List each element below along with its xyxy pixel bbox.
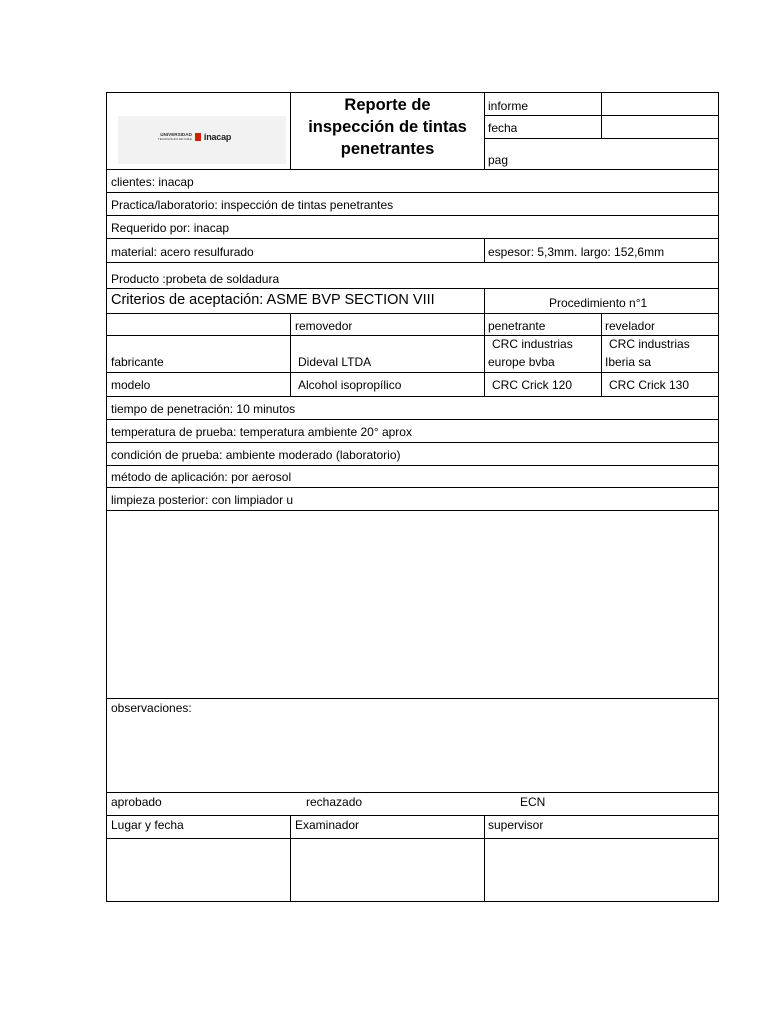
examinador-label: Examinador [295, 818, 360, 832]
fabricante-penetrante-line1: CRC industrias [492, 337, 573, 351]
form-border-bottom [106, 901, 719, 902]
column-rule [290, 313, 291, 397]
fecha-label: fecha [488, 121, 518, 135]
fabricante-penetrante-line2: europe bvba [488, 355, 555, 369]
clientes-field: clientes: inacap [111, 175, 194, 189]
row-rule [106, 698, 719, 699]
column-rule [484, 238, 485, 263]
column-rule [601, 313, 602, 397]
revelador-header: revelador [605, 319, 656, 333]
producto-field: Producto :probeta de soldadura [111, 272, 280, 286]
row-rule [106, 419, 719, 420]
row-rule [106, 313, 719, 314]
modelo-revelador: CRC Crick 130 [609, 378, 690, 392]
informe-label: informe [488, 99, 529, 113]
column-rule [484, 288, 485, 314]
penetrante-header: penetrante [488, 319, 546, 333]
condicion-field: condición de prueba: ambiente moderado (laboratorio) [111, 448, 401, 462]
row-rule [106, 288, 719, 289]
row-rule [106, 215, 719, 216]
rechazado-option: rechazado [306, 795, 363, 809]
criterios-field: Criterios de aceptación: ASME BVP SECTION VIII [111, 293, 435, 307]
espesor-field: espesor: 5,3mm. largo: 152,6mm [488, 245, 665, 259]
fabricante-revelador-line1: CRC industrias [609, 337, 690, 351]
row-rule [106, 487, 719, 488]
row-rule [106, 838, 719, 839]
limpieza-field: limpieza posterior: con limpiador u [111, 493, 294, 507]
informe-value[interactable] [602, 93, 718, 115]
row-rule [106, 169, 719, 170]
lugar-fecha-label: Lugar y fecha [111, 818, 184, 832]
inspection-report-form [106, 92, 719, 902]
modelo-penetrante: CRC Crick 120 [492, 378, 573, 392]
logo-brand-text: inacap [203, 132, 232, 142]
procedimiento-field: Procedimiento n°1 [549, 296, 648, 310]
practica-field: Practica/laboratorio: inspección de tintas penetrantes [111, 198, 394, 212]
tiempo-field: tiempo de penetración: 10 minutos [111, 402, 296, 416]
logo-university-text: UNIVERSIDAD TECNOLÓGICA DE CHILE [158, 132, 192, 141]
observaciones-label: observaciones: [111, 701, 192, 715]
column-rule [290, 815, 291, 902]
column-rule [484, 313, 485, 397]
row-rule [106, 396, 719, 397]
column-rule [484, 815, 485, 902]
modelo-removedor: Alcohol isopropílico [298, 378, 402, 392]
form-border-right [718, 92, 719, 902]
fabricante-removedor: Dideval LTDA [298, 355, 372, 369]
row-rule [106, 372, 719, 373]
row-rule [106, 262, 719, 263]
removedor-header: removedor [295, 319, 353, 333]
temperatura-field: temperatura de prueba: temperatura ambiente 20° aprox [111, 425, 412, 439]
fabricante-revelador-line2: Iberia sa [605, 355, 652, 369]
row-rule [106, 192, 719, 193]
fabricante-label: fabricante [111, 355, 164, 369]
requerido-field: Requerido por: inacap [111, 221, 230, 235]
supervisor-label: supervisor [488, 818, 544, 832]
row-rule [106, 465, 719, 466]
row-rule [106, 815, 719, 816]
aprobado-option: aprobado [111, 795, 162, 809]
row-rule [106, 792, 719, 793]
row-rule [106, 335, 719, 336]
form-border-left [106, 92, 107, 902]
fecha-value[interactable] [602, 116, 718, 138]
row-rule [106, 238, 719, 239]
inacap-logo [158, 132, 231, 142]
ecn-option: ECN [520, 795, 546, 809]
modelo-label: modelo [111, 378, 151, 392]
pag-label: pag [488, 153, 509, 167]
blank-area[interactable] [107, 511, 718, 698]
row-rule [106, 442, 719, 443]
metodo-field: método de aplicación: por aerosol [111, 470, 292, 484]
column-rule [484, 92, 485, 170]
material-field: material: acero resulfurado [111, 245, 254, 259]
report-title: Reporte de inspección de tintas penetrantes [308, 96, 467, 158]
logo-mark [195, 133, 201, 141]
